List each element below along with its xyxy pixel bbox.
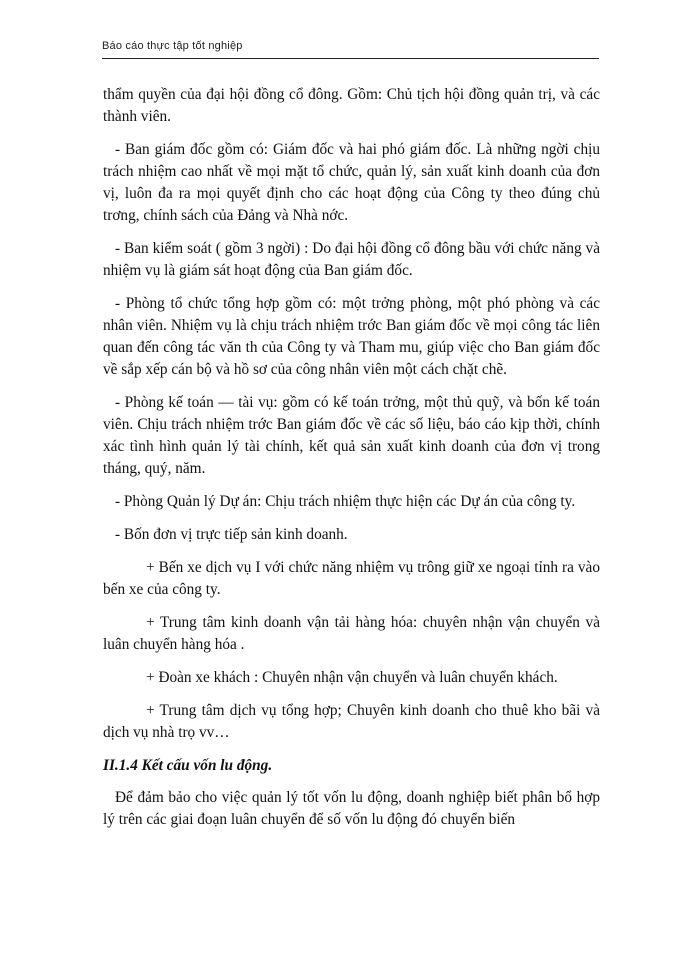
paragraph-continuation: thẩm quyền của đại hội đồng cổ đông. Gồm: Chủ tịch hội đồng quản trị, và các thành viên. — [103, 86, 600, 125]
list-item-trung-tam-dich-vu: + Trung tâm dịch vụ tổng hợp; Chuyên kinh doanh cho thuê kho bãi và dịch vụ nhà trọ vv… — [103, 702, 600, 741]
paragraph-ket-cau-von: Để đảm bảo cho việc quản lý tốt vốn lu động, doanh nghiệp biết phân bổ hợp lý trên các giai đoạn luân chuyển để số vốn lu động đó chuyển biến — [103, 789, 600, 828]
header-title: Báo cáo thực tập tốt nghiệp — [102, 40, 243, 52]
list-item-trung-tam-van-tai: + Trung tâm kinh doanh vận tải hàng hóa: chuyên nhận vận chuyển và luân chuyển hàng hóa . — [103, 614, 600, 653]
paragraph-phong-ke-toan: - Phòng kế toán — tài vụ: gồm có kế toán trởng, một thủ quỹ, và bốn kế toán viên. Chịu trách nhiệm trớc Ban giám đốc về các số liệu, báo cáo kịp thời, chính xác tình hình quản lý tài chính, kết quả sản xuất kinh doanh của đơn vị trong tháng, quý, năm. — [103, 394, 600, 477]
list-item-doan-xe-khach: + Đoàn xe khách : Chuyên nhận vận chuyển và luân chuyển khách. — [146, 669, 558, 686]
page-header — [102, 40, 599, 59]
paragraph-ban-giam-doc: - Ban giám đốc gồm có: Giám đốc và hai phó giám đốc. Là những ngời chịu trách nhiệm cao nhất về mọi mặt tổ chức, quản lý, sản xuất kinh doanh của đơn vị, luôn đa ra mọi quyết định cho các hoạt động của Công ty theo đúng chủ trơng, chính sách của Đảng và Nhà nớc. — [103, 141, 600, 224]
list-item-ben-xe: + Bến xe dịch vụ I với chức năng nhiệm vụ trông giữ xe ngoại tỉnh ra vào bến xe của công ty. — [103, 559, 600, 598]
paragraph-phong-quan-ly-du-an: - Phòng Quản lý Dự án: Chịu trách nhiệm thực hiện các Dự án của công ty. — [115, 493, 576, 510]
document-body — [103, 84, 600, 842]
paragraph-phong-to-chuc: - Phòng tổ chức tổng hợp gồm có: một trởng phòng, một phó phòng và các nhân viên. Nhiệm vụ là chịu trách nhiệm trớc Ban giám đốc về mọi công tác liên quan đến công tác văn th của Công ty và Tham mu, giúp việc cho Ban giám đốc về sắp xếp cán bộ và hồ sơ của công nhân viên một cách chặt chẽ. — [103, 295, 600, 378]
paragraph-ban-kiem-soat: - Ban kiểm soát ( gồm 3 ngời) : Do đại hội đồng cổ đông bầu với chức năng và nhiệm vụ là giám sát hoạt động của Ban giám đốc. — [103, 240, 600, 279]
section-heading: II.1.4 Kết cấu vốn lu động. — [103, 757, 273, 774]
paragraph-bon-don-vi: - Bốn đơn vị trực tiếp sản kinh doanh. — [115, 526, 348, 543]
